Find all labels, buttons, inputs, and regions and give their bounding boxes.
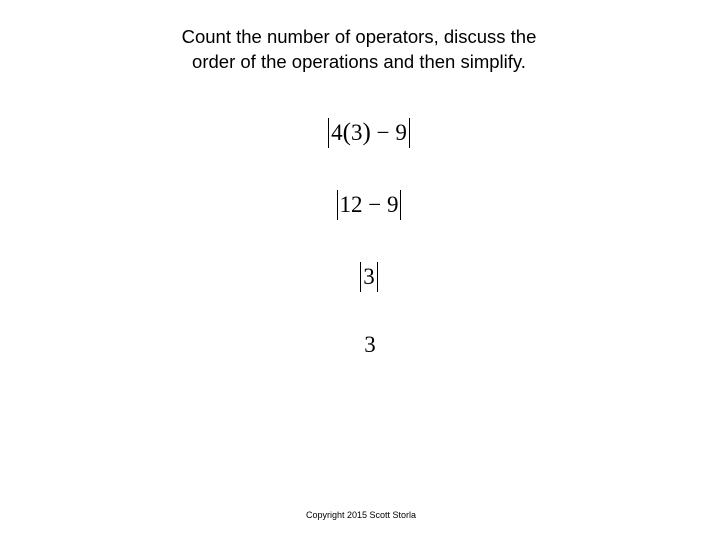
open-parenthesis: ( <box>342 119 351 146</box>
absolute-value-expression <box>360 262 378 292</box>
instruction-line-2: order of the operations and then simplify. <box>192 51 526 72</box>
expression-step-4 <box>0 330 720 360</box>
close-parenthesis: ) <box>362 119 371 146</box>
copyright-notice: Copyright 2015 Scott Storla <box>305 510 417 520</box>
term-3: 3 <box>363 264 375 289</box>
term-9: 9 <box>395 120 407 145</box>
term-12: 12 <box>339 192 363 217</box>
term-9: 9 <box>386 192 399 217</box>
expression-step-3 <box>0 262 720 292</box>
minus-operator: − <box>362 192 387 217</box>
expression-step-2 <box>0 190 720 220</box>
term-4: 4 <box>331 120 343 145</box>
absolute-value-expression <box>328 118 410 148</box>
final-answer: 3 <box>364 332 376 357</box>
instruction-line-1: Count the number of operators, discuss the <box>181 26 537 47</box>
expression-step-1 <box>0 118 720 148</box>
term-3: 3 <box>351 120 363 145</box>
minus-operator: − <box>370 120 396 145</box>
absolute-value-expression <box>337 190 402 220</box>
instruction-text <box>0 24 718 74</box>
